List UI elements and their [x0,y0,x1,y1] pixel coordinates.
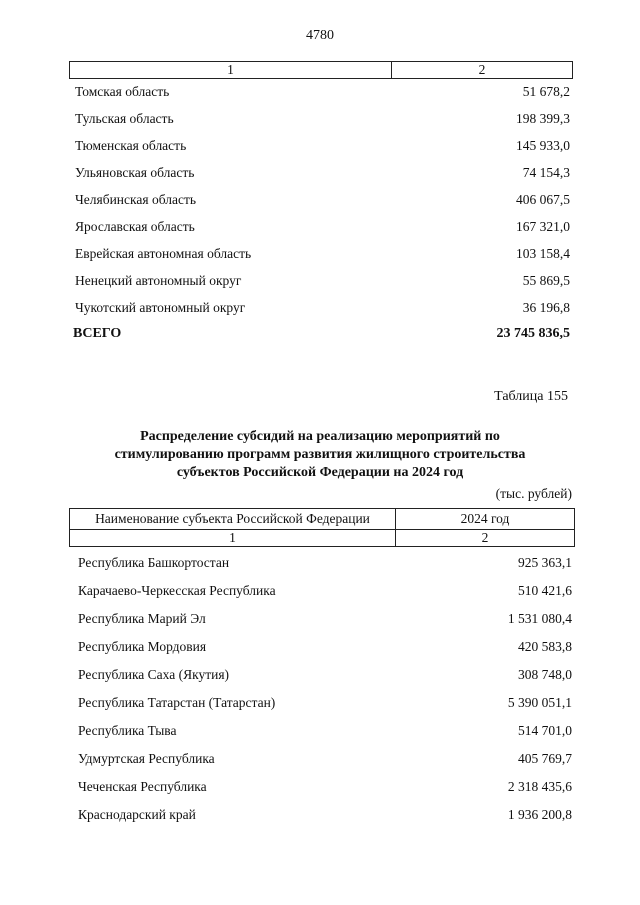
table-row [75,246,570,262]
region-value: 925 363,1 [518,555,572,570]
table-row [78,779,572,795]
table-row [78,555,572,571]
top-table-header [69,61,573,79]
region-value: 103 158,4 [516,246,570,261]
header-name: Наименование субъекта Российской Федерации [70,509,396,529]
region-value: 308 748,0 [518,667,572,682]
table-row [75,192,570,208]
region-name: Ненецкий автономный округ [75,273,242,288]
region-name: Республика Марий Эл [78,611,206,626]
region-name: Республика Саха (Якутия) [78,667,230,682]
total-value: 23 745 836,5 [496,326,570,341]
region-value: 36 196,8 [522,300,570,315]
region-name: Тульская область [75,111,174,126]
region-value: 167 321,0 [516,219,570,234]
region-value: 420 583,8 [518,639,572,654]
table-number: Таблица 155 [494,389,568,404]
table-row [78,807,572,823]
table-row [78,639,572,655]
table-row [78,611,572,627]
table-row [78,583,572,599]
region-value: 1 936 200,8 [507,807,572,822]
region-name: Чеченская Республика [78,779,207,794]
region-value: 1 531 080,4 [507,611,572,626]
region-name: Чукотский автономный округ [75,300,246,315]
region-value: 2 318 435,6 [507,779,572,794]
title-line: субъектов Российской Федерации на 2024 год [176,465,464,480]
region-name: Еврейская автономная область [75,246,252,261]
region-value: 145 933,0 [516,138,570,153]
units-label: (тыс. рублей) [495,486,572,501]
total-label: ВСЕГО [73,326,122,341]
table-row [78,723,572,739]
table-row [75,300,570,316]
col-number-1: 1 [70,530,396,546]
region-name: Томская область [75,84,170,99]
region-value: 510 421,6 [518,583,572,598]
region-name: Республика Мордовия [78,639,207,654]
table-row [75,111,570,127]
region-name: Ярославская область [75,219,195,234]
table-row [75,165,570,181]
region-name: Карачаево-Черкесская Республика [78,583,276,598]
region-value: 74 154,3 [522,165,570,180]
table-row [78,695,572,711]
region-name: Челябинская область [75,192,197,207]
region-name: Краснодарский край [78,807,196,822]
page-number: 4780 [306,28,334,43]
region-value: 198 399,3 [516,111,570,126]
table-row [78,667,572,683]
region-value: 5 390 051,1 [507,695,572,710]
top-col-1: 1 [70,62,392,78]
table-row [75,138,570,154]
table-row [75,273,570,289]
top-col-2: 2 [478,62,486,77]
region-value: 55 869,5 [522,273,570,288]
title-line: Распределение субсидий на реализацию мероприятий по [140,429,500,444]
region-value: 51 678,2 [522,84,570,99]
title-line: стимулированию программ развития жилищного строительства [114,447,526,462]
region-value: 405 769,7 [518,751,572,766]
table155-header [69,508,575,530]
region-value: 406 067,5 [516,192,570,207]
total-row [73,326,570,342]
table155-col-numbers [69,529,575,547]
col-number-2: 2 [481,530,489,545]
region-name: Республика Башкортостан [78,555,230,570]
table-row [75,219,570,235]
header-year: 2024 год [460,511,510,526]
table-row [78,751,572,767]
region-name: Удмуртская Республика [78,751,215,766]
region-name: Ульяновская область [75,165,195,180]
region-name: Республика Тыва [78,723,177,738]
table-row [75,84,570,100]
region-name: Тюменская область [75,138,187,153]
region-value: 514 701,0 [518,723,572,738]
table-title [60,428,580,482]
region-name: Республика Татарстан (Татарстан) [78,695,276,710]
